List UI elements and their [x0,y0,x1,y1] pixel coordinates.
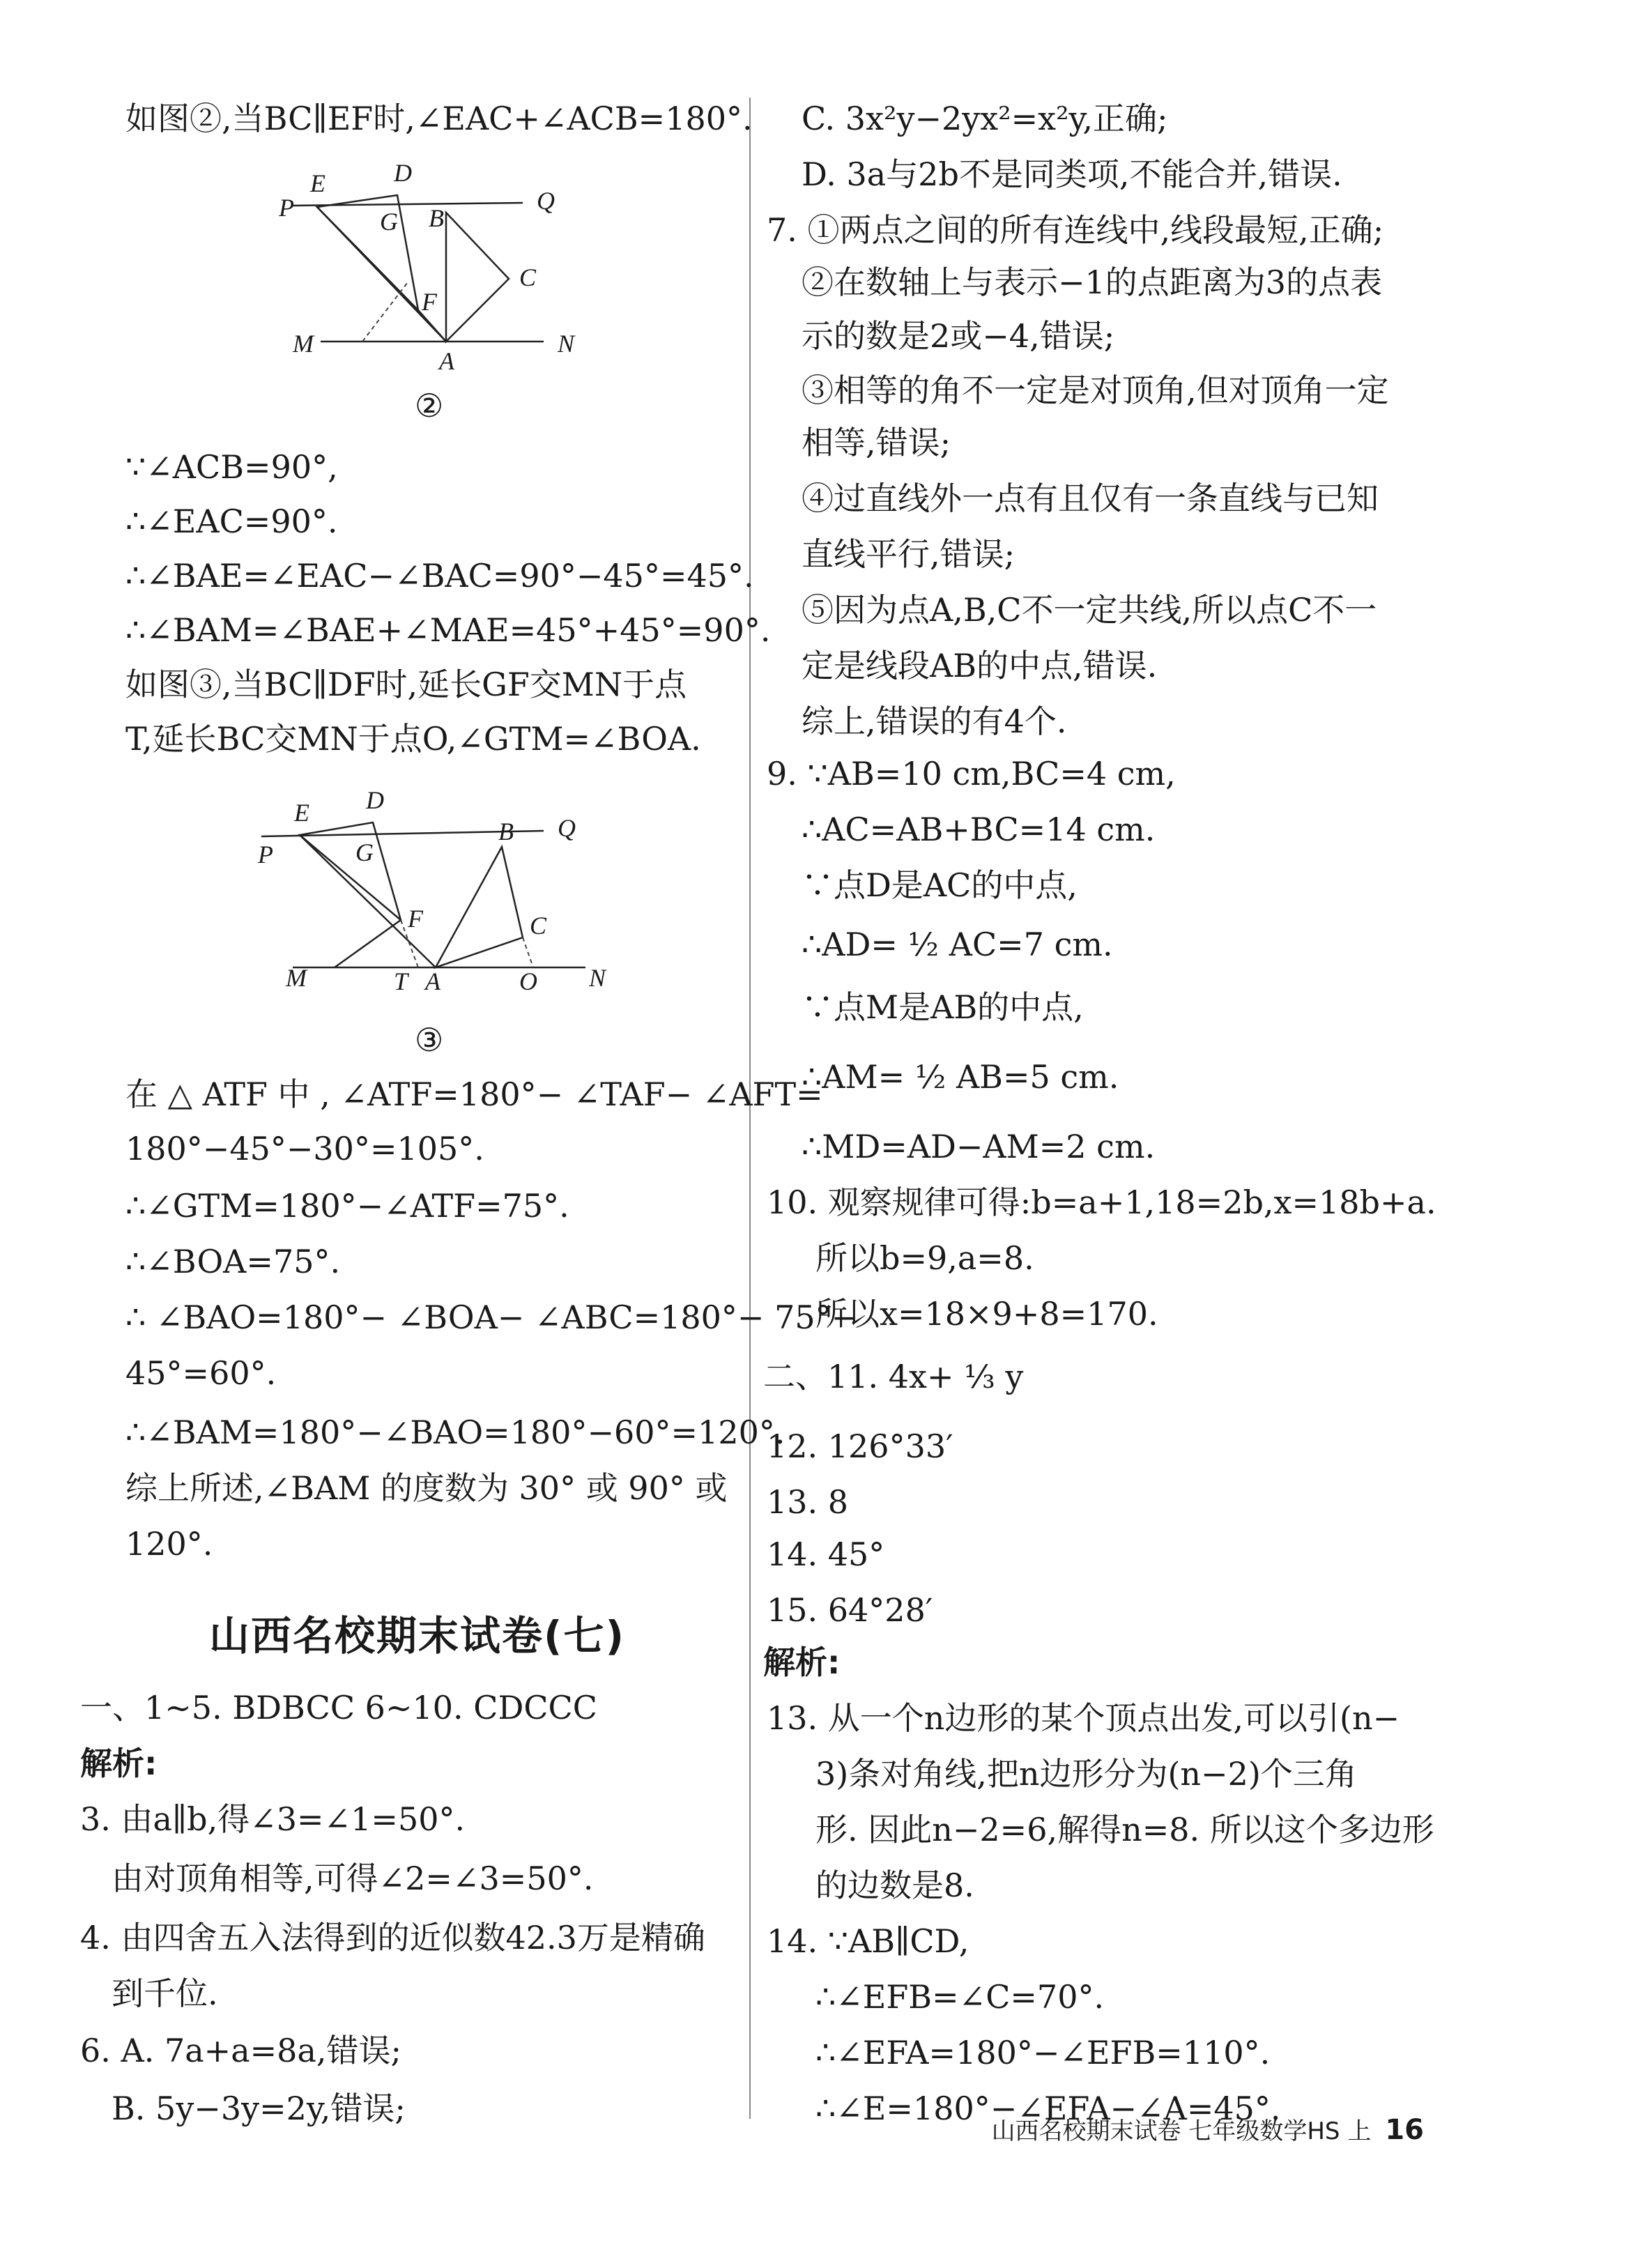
text-line: ∵点D是AC的中点, [802,866,1078,904]
text-line: ∴ ∠BAO=180°− ∠BOA− ∠ABC=180°− 75°− [125,1298,859,1336]
text-line: 9. ∵AB=10 cm,BC=4 cm, [767,755,1176,792]
text-line: 如图③,当BC∥DF时,延长GF交MN于点 [125,666,687,703]
text-line: ④过直线外一点有且仅有一条直线与已知 [802,480,1379,517]
text-line: ∴∠BAM=∠BAE+∠MAE=45°+45°=90°. [125,611,771,649]
answer-line: 12. 126°33′ [767,1427,953,1465]
text-line: ∴∠EFA=180°−∠EFB=110°. [815,2034,1271,2071]
figure-3-caption: ③ [415,1021,444,1059]
label-m: M [286,964,307,992]
text-line: 6. A. 7a+a=8a,错误; [80,2032,401,2069]
text-line: 120°. [125,1525,213,1563]
dashed-bo [523,937,533,967]
text-line: ∴∠EFB=∠C=70°. [815,1978,1105,2016]
label-q: Q [537,187,555,215]
label-d: D [366,786,384,814]
label-g: G [355,838,374,866]
text-line: 到千位. [112,1975,218,2012]
analysis-heading: 解析: [80,1745,158,1782]
text-line: ∴MD=AD−AM=2 cm. [802,1128,1156,1165]
label-c: C [530,912,547,940]
text-line: ∴∠GTM=180°−∠ATF=75°. [125,1187,569,1225]
label-n: N [558,330,575,358]
text-line: 综上,错误的有4个. [802,703,1067,740]
text-line: 在 △ ATF 中 , ∠ATF=180°− ∠TAF− ∠AFT= [125,1075,823,1113]
text-line: 由对顶角相等,可得∠2=∠3=50°. [112,1860,594,1897]
label-g: G [380,208,398,236]
text-line: B. 5y−3y=2y,错误; [112,2090,406,2127]
figure-2 [265,150,599,373]
text-line: 示的数是2或−4,错误; [802,317,1115,355]
label-q: Q [558,814,576,842]
answer-line: 一、1~5. BDBCC 6~10. CDCCC [80,1689,597,1726]
text-line: 的边数是8. [815,1867,974,1904]
text-line: ∴AM= ½ AB=5 cm. [802,1058,1119,1096]
text-line: 7. ①两点之间的所有连线中,线段最短,正确; [767,211,1384,249]
label-e: E [310,169,325,197]
triangle-edf [317,195,418,310]
text-line: ∴∠BAE=∠EAC−∠BAC=90°−45°=45°. [125,557,754,595]
text-line: 13. 从一个n边形的某个顶点出发,可以引(n− [767,1699,1400,1737]
figure-3 [251,781,627,1011]
label-p: P [279,194,294,222]
label-c: C [519,263,537,291]
label-t: T [394,967,408,995]
text-line: 所以x=18×9+8=170. [815,1295,1158,1333]
triangle-bac [446,213,509,342]
text-line: ∴∠BOA=75°. [125,1243,341,1280]
text-line: ③相等的角不一定是对顶角,但对顶角一定 [802,371,1389,409]
segment-fm [335,920,401,967]
label-n: N [589,964,606,992]
text-line: T,延长BC交MN于点O,∠GTM=∠BOA. [125,720,701,758]
text-line: 所以b=9,a=8. [815,1239,1034,1277]
text-line: ∴AD= ½ AC=7 cm. [802,926,1113,963]
text-line: ∵∠ACB=90°, [125,448,338,486]
text-line: ②在数轴上与表示−1的点距离为3的点表 [802,263,1383,301]
text-line: 综上所述,∠BAM 的度数为 30° 或 90° 或 [125,1469,728,1507]
label-m: M [293,330,314,358]
footer-text: 山西名校期末试卷 七年级数学HS 上 [991,2117,1372,2145]
label-a: A [439,347,454,373]
text-line: 如图②,当BC∥EF时,∠EAC+∠ACB=180°. [125,100,753,137]
text-line: ∵点M是AB的中点, [802,988,1084,1026]
text-line: ⑤因为点A,B,C不一定共线,所以点C不一 [802,591,1377,629]
text-line: 相等,错误; [802,424,951,461]
triangle-edf [300,822,401,920]
text-line: 14. ∵AB∥CD, [767,1922,969,1960]
figure-2-caption: ② [415,387,444,424]
text-line: 45°=60°. [125,1354,277,1392]
text-line: 10. 观察规律可得:b=a+1,18=2b,x=18b+a. [767,1183,1436,1221]
page-number: 16 [1385,2114,1424,2146]
text-line: ∴∠E=180°−∠EFA−∠A=45°. [815,2090,1281,2127]
section-title: 山西名校期末试卷(七) [209,1612,626,1660]
label-d: D [394,159,412,187]
triangle-bac [436,847,523,967]
label-b: B [498,818,514,845]
label-p: P [258,841,273,868]
answer-line: 二、11. 4x+ ⅓ y [763,1358,1024,1395]
page-footer [992,2112,1424,2146]
text-line: 直线平行,错误; [802,535,1015,573]
label-a: A [425,967,440,995]
text-line: ∴∠EAC=90°. [125,503,338,540]
text-line: C. 3x²y−2yx²=x²y,正确; [802,100,1168,137]
label-f: F [422,288,437,316]
text-line: ∴∠BAM=180°−∠BAO=180°−60°=120°. [125,1413,785,1451]
text-line: 定是线段AB的中点,错误. [802,647,1158,684]
answer-line: 15. 64°28′ [767,1591,933,1629]
label-e: E [294,799,309,827]
text-line: 3. 由a∥b,得∠3=∠1=50°. [80,1800,466,1838]
text-line: 180°−45°−30°=105°. [125,1130,484,1167]
text-line: 4. 由四舍五入法得到的近似数42.3万是精确 [80,1919,705,1956]
answer-line: 14. 45° [767,1535,885,1573]
label-o: O [519,967,537,995]
analysis-heading: 解析: [763,1643,841,1681]
label-f: F [408,905,423,933]
label-b: B [429,204,444,232]
text-line: 3)条对角线,把n边形分为(n−2)个三角 [815,1755,1357,1793]
answer-line: 13. 8 [767,1483,849,1521]
text-line: D. 3a与2b不是同类项,不能合并,错误. [802,155,1342,193]
dashed-line [362,282,408,342]
text-line: ∴AC=AB+BC=14 cm. [802,811,1156,848]
text-line: 形. 因此n−2=6,解得n=8. 所以这个多边形 [815,1811,1434,1848]
